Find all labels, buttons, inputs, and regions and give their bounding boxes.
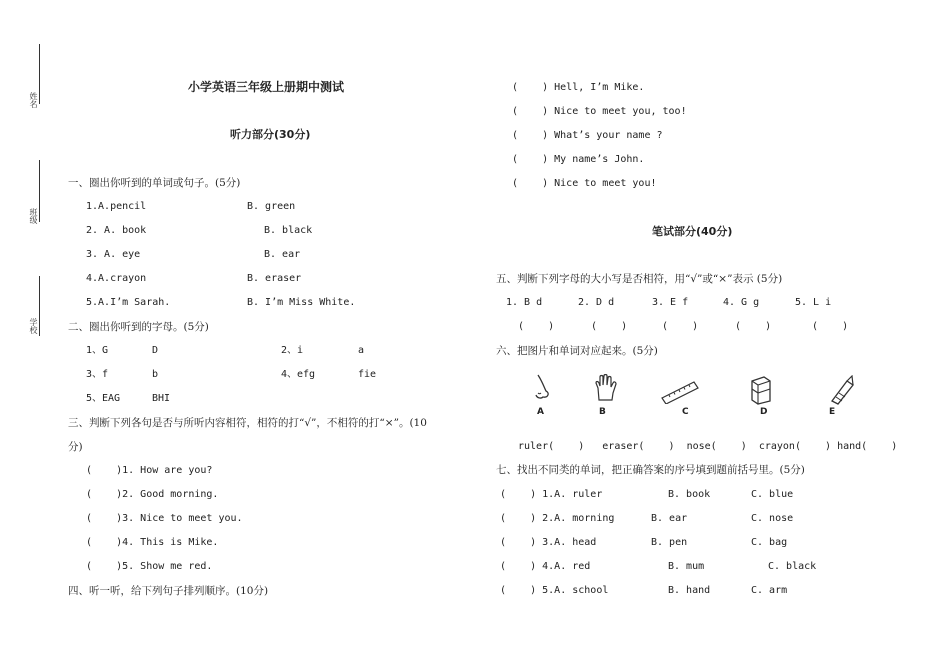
q7-item: ( ) 1.A. ruler	[500, 489, 603, 500]
pic-label: E	[829, 407, 836, 417]
q1-item: 4.A.crayon	[86, 273, 147, 284]
q1-item: 1.A.pencil	[86, 201, 147, 212]
eraser-picture-icon	[749, 375, 773, 405]
q4-heading: 四、听一听，给下列句子排列顺序。(10分)	[68, 585, 269, 597]
pic-label: C	[682, 407, 689, 417]
q7-item: B. mum	[668, 561, 705, 572]
q2-heading: 二、圈出你听到的字母。(5分)	[68, 321, 209, 333]
q7-heading: 七、找出不同类的单词，把正确答案的序号填到题前括号里。(5分)	[496, 464, 805, 476]
q5-pair: 3. E f	[652, 297, 689, 308]
q7-item: ( ) 3.A. head	[500, 537, 597, 548]
q7-item: B. book	[668, 489, 711, 500]
q3-item: ( )4. This is Mike.	[86, 537, 219, 548]
q7-item: C. blue	[751, 489, 794, 500]
nose-picture-icon	[528, 373, 554, 403]
q5-pair: 5. L i	[795, 297, 832, 308]
q7-item: B. ear	[651, 513, 688, 524]
q2-item: b	[152, 369, 159, 380]
q2-item: a	[358, 345, 365, 356]
class-label: 班级	[29, 208, 38, 224]
q1-heading: 一、圈出你听到的单词或句子。(5分)	[68, 177, 241, 189]
school-label: 学校	[29, 318, 38, 334]
q1-item: B. green	[247, 201, 296, 212]
q7-item: ( ) 4.A. red	[500, 561, 591, 572]
q3-item: ( )1. How are you?	[86, 465, 213, 476]
q2-item: 5、EAG	[86, 393, 121, 404]
q2-item: 4、efg	[281, 369, 316, 380]
name-line	[39, 44, 40, 104]
q3-item: ( )3. Nice to meet you.	[86, 513, 243, 524]
q5-heading: 五、判断下列字母的大小写是否相符，用“√”或“×”表示 (5分)	[496, 273, 783, 285]
q1-item: B. black	[264, 225, 313, 236]
q3-item: ( )5. Show me red.	[86, 561, 213, 572]
q1-item: B. ear	[264, 249, 301, 260]
pic-label: D	[760, 407, 768, 417]
listening-heading: 听力部分(30分)	[230, 128, 311, 141]
q1-item: 2. A. book	[86, 225, 147, 236]
name-label: 姓名	[29, 92, 38, 108]
q3-item: ( )2. Good morning.	[86, 489, 219, 500]
q4-item: ( ) Nice to meet you, too!	[512, 106, 687, 117]
school-line	[39, 276, 40, 336]
q3-heading: 三、判断下列各句是否与所听内容相符，相符的打“√”，不相符的打“×”。(10	[68, 417, 427, 429]
q1-item: 5.A.I’m Sarah.	[86, 297, 171, 308]
pic-label: B	[599, 407, 606, 417]
q7-item: C. bag	[751, 537, 788, 548]
q7-item: C. nose	[751, 513, 794, 524]
q2-item: fie	[358, 369, 377, 380]
q5-pair: 1. B d	[506, 297, 543, 308]
q4-item: ( ) What’s your name ?	[512, 130, 663, 141]
q5-blank: ( )	[662, 321, 699, 332]
q4-item: ( ) Hell, I’m Mike.	[512, 82, 645, 93]
q7-item: B. hand	[668, 585, 711, 596]
q5-blank: ( )	[591, 321, 628, 332]
q1-item: B. eraser	[247, 273, 302, 284]
q4-item: ( ) My name’s John.	[512, 154, 645, 165]
crayon-picture-icon	[827, 375, 857, 405]
q2-item: 1、G	[86, 345, 109, 356]
class-line	[39, 160, 40, 222]
q2-item: 3、f	[86, 369, 109, 380]
q5-pair: 4. G g	[723, 297, 760, 308]
q7-item: B. pen	[651, 537, 688, 548]
q5-blank: ( )	[812, 321, 849, 332]
page-title: 小学英语三年级上册期中测试	[188, 80, 345, 94]
hand-picture-icon	[593, 374, 619, 402]
q4-item: ( ) Nice to meet you!	[512, 178, 657, 189]
q2-item: 2、i	[281, 345, 304, 356]
q5-pair: 2. D d	[578, 297, 615, 308]
q5-blank: ( )	[518, 321, 555, 332]
pic-label: A	[537, 407, 544, 417]
q7-item: ( ) 5.A. school	[500, 585, 609, 596]
q5-blank: ( )	[735, 321, 772, 332]
q2-item: D	[152, 345, 159, 356]
written-heading: 笔试部分(40分)	[652, 225, 733, 238]
q6-heading: 六、把图片和单词对应起来。(5分)	[496, 345, 658, 357]
q7-item: C. black	[768, 561, 817, 572]
q2-item: BHI	[152, 393, 171, 404]
q3-heading-cont: 分)	[68, 441, 83, 453]
q7-item: C. arm	[751, 585, 788, 596]
q7-item: ( ) 2.A. morning	[500, 513, 615, 524]
q1-item: B. I’m Miss White.	[247, 297, 356, 308]
ruler-picture-icon	[660, 380, 700, 404]
q6-words: ruler( ) eraser( ) nose( ) crayon( ) hand( )	[518, 441, 898, 452]
q1-item: 3. A. eye	[86, 249, 141, 260]
